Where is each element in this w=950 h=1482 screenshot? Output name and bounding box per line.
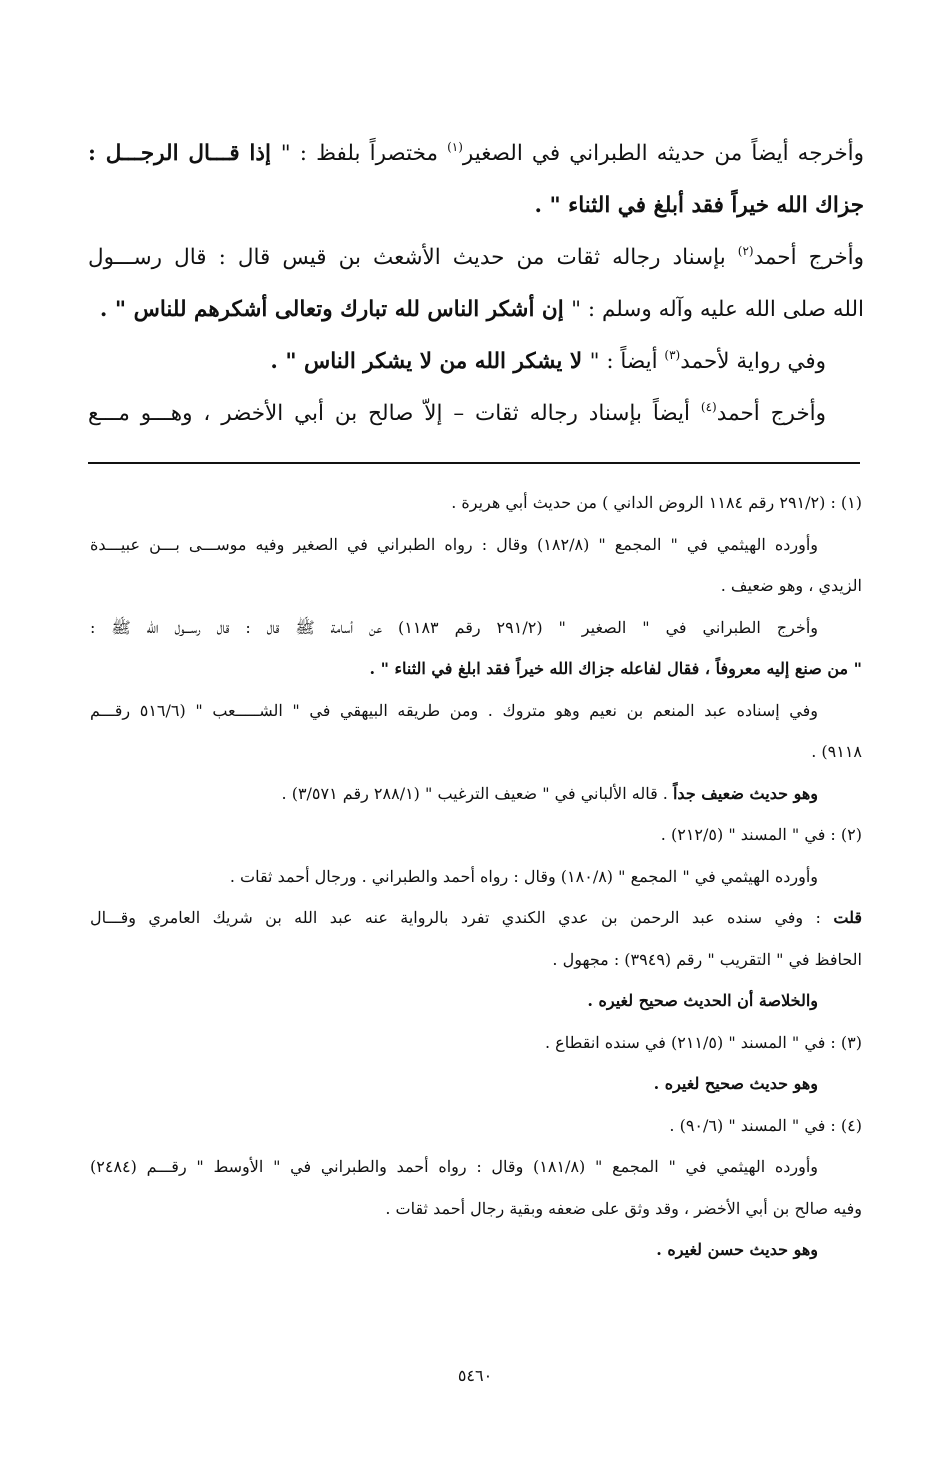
- text-run: .: [587, 991, 599, 1010]
- verdict-bold: قلت: [833, 908, 863, 927]
- text-run: " .: [534, 193, 569, 218]
- footnote-line: وفي إسناده عبد المنعم بن نعيم وهو متروك . ومن طريقه البيهقي في " الشـــــعب " (٥١٦/٦ رقـــم: [90, 700, 819, 720]
- text-run: وأخرج أحمد: [716, 401, 826, 426]
- text-run: أيضاً بإسناد رجاله ثقات – إلاّ صالح بن أبي الأخضر ، وهـــو مـــع: [88, 401, 701, 426]
- main-line-6: [88, 388, 864, 440]
- text-run: بإسناد رجاله ثقات من حديث الأشعث بن قيس قال : قال رســـول: [88, 245, 738, 270]
- footnote-line: وأورده الهيثمي في " المجمع " (١٨٠/٨) وقال : رواه أحمد والطبراني . ورجال أحمد ثقات .: [229, 866, 818, 886]
- footnote-line: وفيه صالح بن أبي الأخضر ، وقد وثق على ضعفه وبقية رجال أحمد ثقات .: [385, 1198, 862, 1218]
- text-run: : وفي سنده عبد الرحمن بن عدي الكندي تفرد بالرواية عنه عبد الله بن شريك العامري وقـــال: [90, 908, 834, 927]
- footnote-line: وأورده الهيثمي في " المجمع " (١٨١/٨) وقال : رواه أحمد والطبراني في " الأوسط " رقـــم (٢٤٨٤): [90, 1157, 819, 1176]
- quote-bold: جزاك الله خيراً فقد أبلغ في الثناء: [568, 193, 864, 218]
- footnote-ref-3[interactable]: (٣): [664, 348, 681, 362]
- main-line-4: [88, 284, 864, 336]
- text-run: .: [653, 1074, 665, 1093]
- main-line-2: [88, 180, 864, 232]
- text-run: " .: [270, 349, 305, 374]
- footnote-line: [90, 897, 862, 939]
- main-line-1: [88, 128, 864, 180]
- text-run: .: [656, 1240, 668, 1259]
- footnote-line: الزيدي ، وهو ضعيف .: [720, 576, 862, 595]
- text-run: وأخرجه أيضاً من حديثه الطبراني في الصغير: [462, 141, 865, 166]
- main-line-5: [88, 336, 864, 388]
- verdict-bold: وهو حديث ضعيف جداً: [672, 783, 818, 803]
- main-line-3: [88, 232, 864, 284]
- text-run: " .: [99, 297, 134, 322]
- footnote-separator: [88, 462, 860, 464]
- footnote-line: [90, 1229, 862, 1271]
- footnote-ref-4[interactable]: (٤): [700, 400, 717, 414]
- quote-bold: إن أشكر الناس لله تبارك وتعالى أشكرهم للناس: [133, 297, 572, 322]
- footnote-line: [90, 773, 862, 815]
- footnote-4: (٤) : في " المسند " (٩٠/٦) .: [669, 1115, 862, 1135]
- footnote-1: (١) : (٢٩١/٢ رقم ١١٨٤ الروض الداني ) من حديث أبي هريرة .: [451, 493, 862, 512]
- footnote-line: وأورده الهيثمي في " المجمع " (١٨٢/٨) وقال : رواه الطبراني في الصغير وفيه موســـى بـــن عبيـــدة: [90, 534, 819, 554]
- footnote-ref-1[interactable]: (١): [447, 140, 463, 154]
- footnote-line: وأخرج الطبراني في " الصغير " (٢٩١/٢ رقم ١١٨٣) عن أسامة ﷺ قال : قال رســـول الله ﷺ :: [90, 617, 818, 637]
- quote-bold: إذا قـــال الرجـــل :: [88, 141, 281, 166]
- verdict-bold: وهو حديث صحيح لغيره: [664, 1074, 818, 1093]
- quote-bold: لا يشكر الله من لا يشكر الناس: [304, 349, 590, 374]
- footnote-line: ٩١١٨) .: [811, 742, 862, 761]
- text-run: أيضاً : ": [589, 349, 665, 374]
- footnote-line: [90, 980, 862, 1022]
- footnote-3: (٣) : في " المسند " (٢١١/٥) في سنده انقطاع .: [545, 1032, 862, 1052]
- footnote-line: [90, 648, 862, 690]
- main-text: [88, 128, 864, 440]
- text-run: مختصراً بلفظ : ": [280, 141, 448, 166]
- verdict-bold: والخلاصة أن الحديث صحيح لغيره: [598, 991, 818, 1010]
- footnotes: [90, 482, 862, 1271]
- footnote-2: (٢) : في " المسند " (٢١٢/٥) .: [660, 825, 862, 844]
- text-run: وأخرج أحمد: [753, 245, 864, 270]
- text-run: وفي رواية لأحمد: [680, 349, 826, 374]
- verdict-bold: وهو حديث حسن لغيره: [667, 1240, 818, 1259]
- footnote-ref-2[interactable]: (٢): [737, 244, 754, 258]
- footnote-line: [90, 1063, 862, 1105]
- page-number: ٥٤٦٠: [457, 1366, 493, 1385]
- quote-bold: " من صنع إليه معروفاً ، فقال لفاعله جزاك الله خيراً فقد ابلغ في الثناء: [394, 659, 862, 678]
- footnote-line: الحافظ في " التقريب " رقم (٣٩٤٩) : مجهول .: [552, 949, 862, 969]
- text-run: الله صلى الله عليه وآله وسلم : ": [571, 297, 864, 322]
- text-run: " .: [369, 659, 395, 678]
- text-run: . قاله الألباني في " ضعيف الترغيب " (٢٨٨/١ رقم ٣/٥٧١) .: [281, 783, 673, 803]
